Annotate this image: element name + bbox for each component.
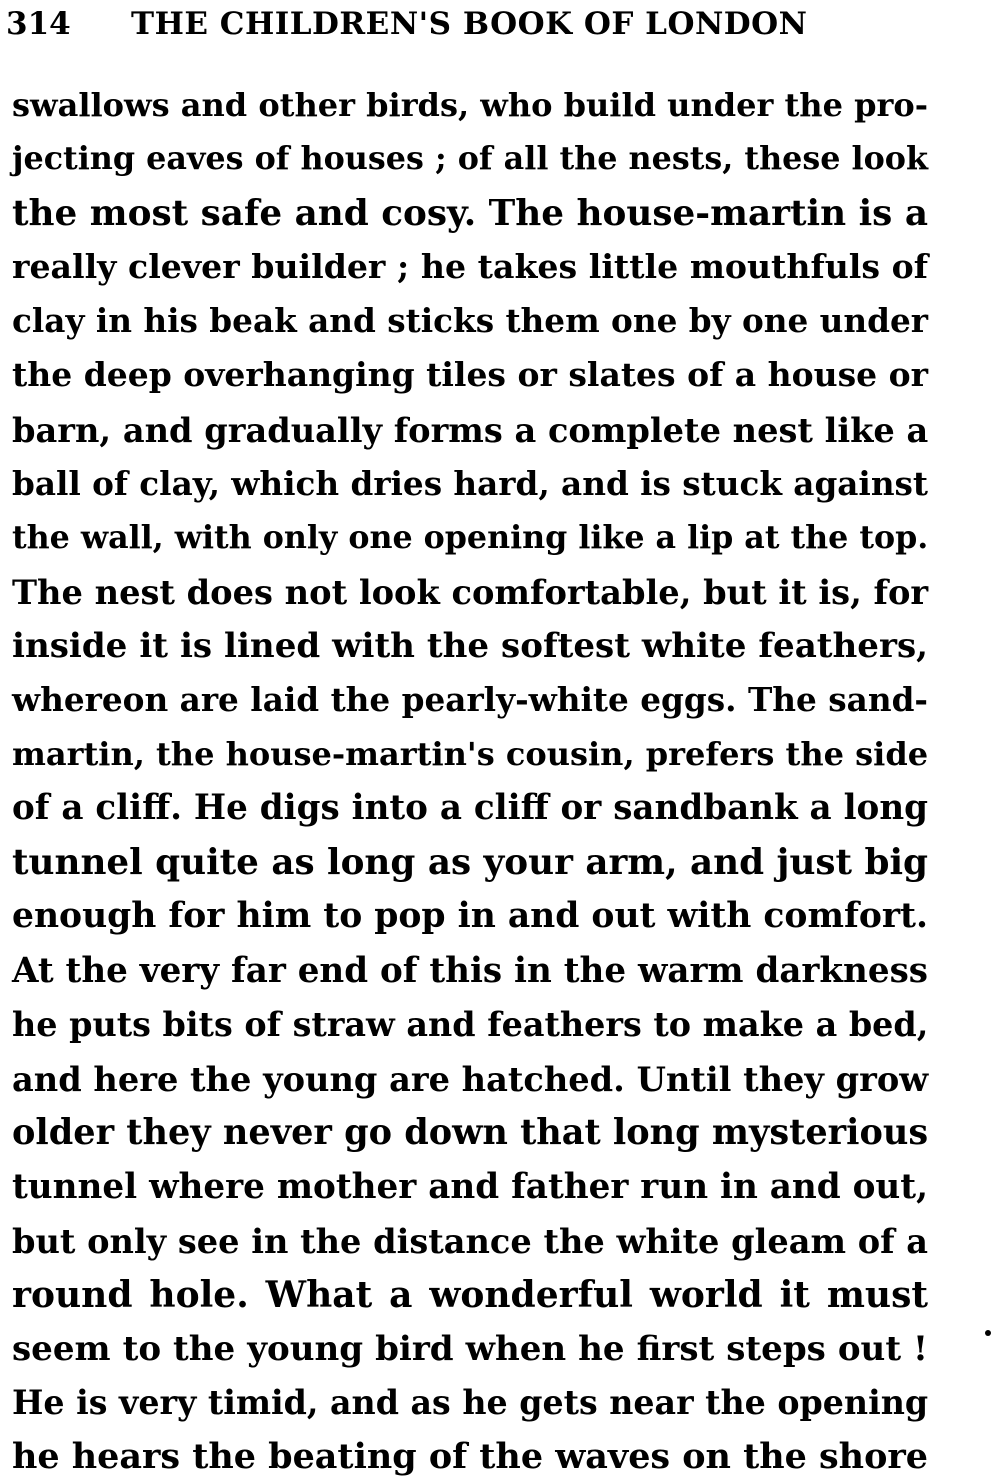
text-line-23: round hole. What a wonderful world it must <box>12 1274 928 1317</box>
running-title: THE CHILDREN'S BOOK OF LONDON <box>131 6 808 42</box>
text-line-20: older they never go down that long mysterious <box>12 1111 929 1153</box>
text-line-3: the most safe and cosy. The house-martin is a <box>12 192 928 235</box>
text-line-5: clay in his beak and sticks them one by one under <box>12 301 929 341</box>
text-line-17: At the very far end of this in the warm darkness <box>12 950 928 991</box>
text-line-6: the deep overhanging tiles or slates of a house or <box>12 355 928 395</box>
text-line-7: barn, and gradually forms a complete nest like a <box>12 409 929 450</box>
text-line-22: but only see in the distance the white gleam of a <box>12 1220 928 1261</box>
page-number: 314 <box>6 6 71 42</box>
body-text <box>12 78 928 1484</box>
text-line-12: whereon are laid the pearly-white eggs. The sand- <box>12 680 928 720</box>
text-line-16: enough for him to pop in and out with comfort. <box>12 896 928 937</box>
print-speck <box>985 1330 991 1336</box>
text-line-25: He is very timid, and as he gets near the opening <box>12 1383 929 1423</box>
text-line-8: ball of clay, which dries hard, and is stuck against <box>12 463 929 503</box>
text-line-1: swallows and other birds, who build under the pro- <box>12 86 928 124</box>
text-line-21: tunnel where mother and father run in and out, <box>12 1166 928 1207</box>
text-line-15: tunnel quite as long as your arm, and just big <box>12 841 928 884</box>
text-line-24: seem to the young bird when he first steps out ! <box>12 1329 928 1370</box>
text-line-18: he puts bits of straw and feathers to make a bed, <box>12 1004 929 1044</box>
text-line-2: jecting eaves of houses ; of all the nests, these look <box>12 140 928 178</box>
text-line-26: he hears the beating of the waves on the shore <box>12 1436 928 1478</box>
text-line-19: and here the young are hatched. Until they grow <box>12 1058 929 1099</box>
text-line-4: really clever builder ; he takes little mouthfuls of <box>12 247 928 287</box>
text-line-13: martin, the house-martin's cousin, prefers the side <box>12 735 929 774</box>
text-line-9: the wall, with only one opening like a lip at the top. <box>12 518 929 556</box>
text-line-11: inside it is lined with the softest white feathers, <box>12 625 928 666</box>
text-line-14: of a cliff. He digs into a cliff or sandbank a long <box>12 788 928 829</box>
text-line-10: The nest does not look comfortable, but it is, for <box>12 571 929 612</box>
running-head <box>6 4 936 44</box>
